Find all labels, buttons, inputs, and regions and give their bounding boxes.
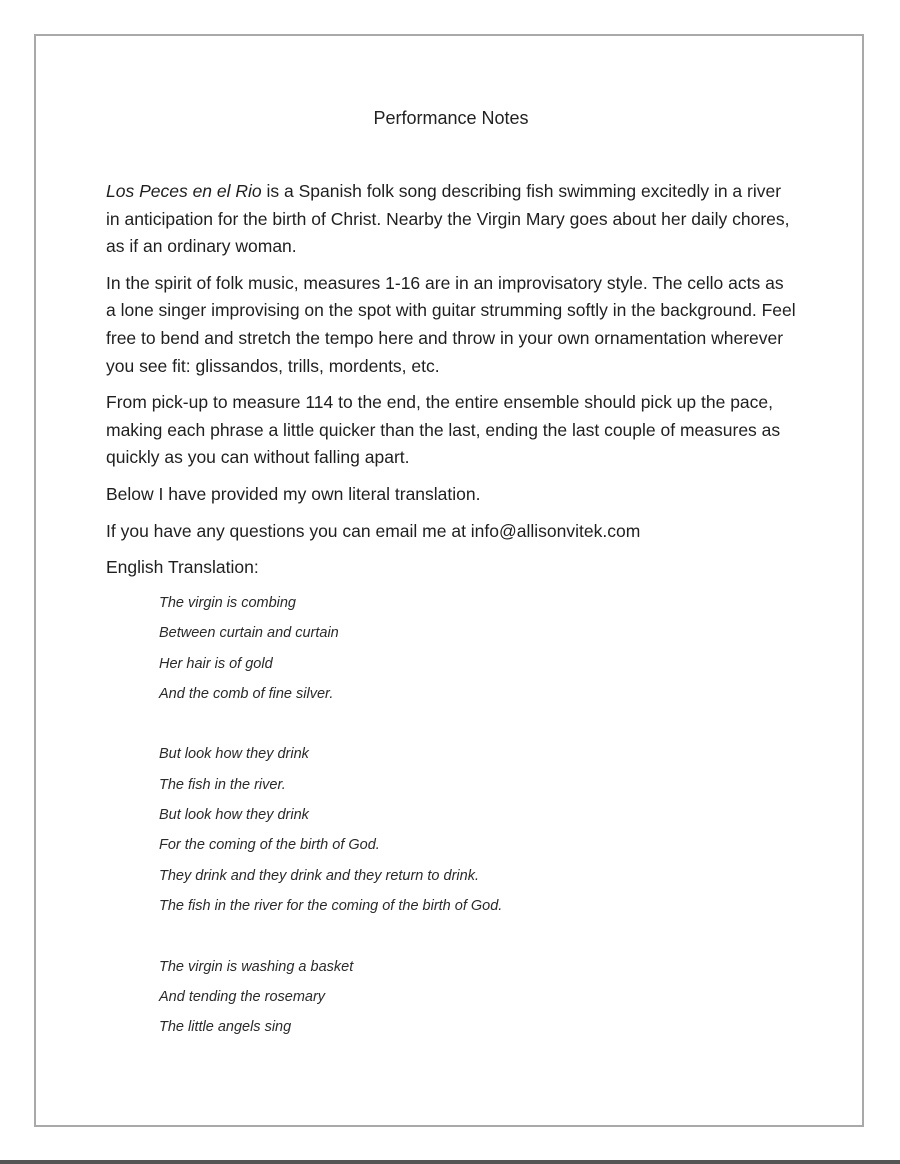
lyric-line: But look how they drink (159, 807, 309, 824)
page-title: Performance Notes (373, 108, 529, 128)
stanza-2 (159, 739, 719, 921)
stanza-gap (159, 921, 719, 951)
lyric-line: They drink and they drink and they return to drink. (159, 867, 479, 884)
lyric-line: Her hair is of gold (159, 655, 273, 672)
lyric-line: The virgin is washing a basket (159, 958, 354, 975)
song-title: Los Peces en el Rio (106, 181, 262, 201)
lyric-line: And the comb of fine silver. (159, 685, 334, 702)
lyric-line: The fish in the river. (159, 776, 286, 793)
paragraph-contact: If you have any questions you can email me at info@allisonvitek.com (106, 520, 641, 541)
stanza-3 (159, 952, 719, 1043)
paragraph-translation-note: Below I have provided my own literal translation. (106, 483, 481, 504)
lyric-line: Between curtain and curtain (159, 625, 339, 642)
lyric-line: For the coming of the birth of God. (159, 837, 380, 854)
lyric-line: But look how they drink (159, 746, 309, 763)
stanza-gap (159, 709, 719, 739)
body-text (106, 178, 796, 591)
bottom-edge (0, 1160, 900, 1164)
stanza-1 (159, 588, 719, 709)
translation-heading: English Translation: (106, 557, 259, 578)
lyric-line: The fish in the river for the coming of the birth of God. (159, 897, 503, 914)
document-page (34, 34, 864, 1127)
lyric-line: The virgin is combing (159, 595, 296, 611)
paragraph-improvisation: In the spirit of folk music, measures 1-16 are in an improvisatory style. The cello acts as a lone singer improvising on the spot with guitar strumming softly in the background. Feel free to bend and stretch the tempo here and throw in your own ornamentation wherever you see fit: glissandos, trills, mordents, etc. (106, 272, 796, 376)
intro-text: is a Spanish folk song describing fish swimming excitedly in a river in anticipation for the birth of Christ. Nearby the Virgin Mary goes about her daily chores, as if an ordinary woman. (106, 181, 790, 257)
lyric-line: The little angels sing (159, 1019, 292, 1036)
paragraph-tempo: From pick-up to measure 114 to the end, the entire ensemble should pick up the pace, making each phrase a little quicker than the last, ending the last couple of measures as quickly as you can without falling apart. (106, 392, 781, 468)
intro-paragraph (106, 178, 796, 261)
translation-lyrics (159, 588, 719, 1042)
lyric-line: And tending the rosemary (159, 988, 326, 1005)
